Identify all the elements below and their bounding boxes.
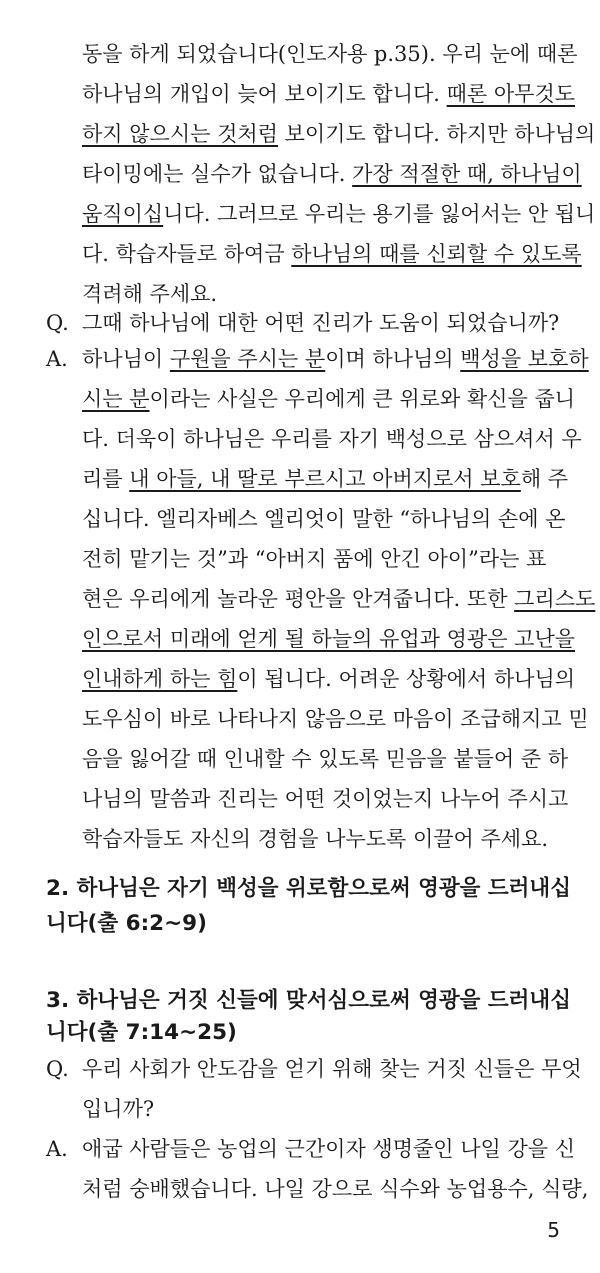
underlined-phrase: 인내하게 하는 힘: [82, 667, 238, 691]
underlined-phrase: 인으로서 미래에 얻게 될 하늘의 유업과 영광은 고난을: [82, 627, 576, 651]
text-line: [0, 36, 600, 72]
underlined-phrase: 가장 적절한 때, 하나님이: [352, 162, 582, 186]
text-segment: 보이기도 합니다. 하지만 하나님의: [277, 122, 596, 146]
text-line-content: [82, 461, 568, 497]
text-line: [0, 1171, 600, 1207]
underlined-phrase: 하지 않으시는 것처럼: [82, 122, 278, 146]
text-line: [0, 701, 600, 737]
text-line: [0, 461, 600, 497]
text-segment: 처럼 숭배했습니다. 나일 강으로 식수와 농업용수, 식량,: [82, 1177, 589, 1201]
text-segment: 도우심이 바로 나타나지 않음으로 마음이 조급해지고 믿: [82, 707, 589, 731]
text-line-content: [82, 1171, 588, 1207]
underlined-phrase: 그리스도: [514, 587, 596, 611]
text-line-content: [82, 581, 595, 617]
text-segment: 니다. 그러므로 우리는 용기를 잃어서는 안 됩니: [163, 202, 596, 226]
text-segment: 타이밍에는 실수가 없습니다.: [82, 162, 353, 186]
text-line-content: [82, 381, 575, 417]
text-segment: 우리 사회가 안도감을 얻기 위해 찾는 거짓 신들은 무엇: [82, 1057, 582, 1081]
text-segment: 격려해 주세요.: [82, 282, 218, 306]
text-line-content: [82, 741, 568, 777]
underlined-phrase: 시는 분: [82, 387, 150, 411]
text-segment: 리를: [82, 467, 130, 491]
question-marker: Q.: [46, 311, 69, 335]
text-line-content: [82, 541, 546, 577]
text-line: [0, 621, 600, 657]
text-segment: 하나님의 개입이 늦어 보이기도 합니다.: [82, 82, 447, 106]
text-line: [0, 76, 600, 112]
text-line-content: [82, 341, 589, 377]
text-segment: 십니다. 엘리자베스 엘리엇이 말한 “하나님의 손에 온: [82, 507, 566, 531]
text-segment: 해 주: [520, 467, 569, 491]
underlined-phrase: 백성을 보호하: [460, 347, 589, 371]
text-segment: 하나님이: [82, 347, 170, 371]
text-line: [0, 741, 600, 777]
question-block: [0, 305, 600, 341]
text-line-content: [82, 501, 565, 537]
question-marker: Q.: [46, 1057, 69, 1081]
text-line: [0, 341, 600, 377]
section-heading-3-cont: 니다(출 7:14~25): [46, 1020, 237, 1045]
page-number: 5: [547, 1218, 560, 1242]
text-line: [0, 501, 600, 537]
text-line: [0, 821, 600, 857]
underlined-phrase: 내 아들, 내 딸로 부르시고 아버지로서 보호: [129, 467, 521, 491]
text-line-content: [82, 236, 582, 272]
text-segment: 음을 잃어갈 때 인내할 수 있도록 믿음을 붙들어 준 하: [82, 747, 569, 771]
answer-marker: A.: [46, 347, 68, 371]
text-segment: 현은 우리에게 놀라운 평안을 안겨줍니다. 또한: [82, 587, 515, 611]
text-segment: 전히 맡기는 것”과 “아버지 품에 안긴 아이”라는 표: [82, 547, 547, 571]
text-line: [0, 196, 600, 232]
text-line-content: [82, 701, 589, 737]
text-line-content: [82, 1091, 154, 1127]
text-line: [0, 541, 600, 577]
text-line-content: [82, 76, 575, 112]
text-line: [0, 1131, 600, 1167]
underlined-phrase: 하나님의 때를 신뢰할 수 있도록: [291, 242, 582, 266]
text-line: [0, 1091, 600, 1127]
text-segment: 다. 학습자들로 하여금: [82, 242, 292, 266]
text-line: [0, 781, 600, 817]
text-segment: 학습자들도 자신의 경험을 나누도록 이끌어 주세요.: [82, 827, 549, 851]
text-line-content: [82, 36, 577, 72]
question-text: 그때 하나님에 대한 어떤 진리가 도움이 되었습니까?: [82, 311, 560, 335]
text-segment: 다. 더욱이 하나님은 우리를 자기 백성으로 삼으셔서 우: [82, 427, 582, 451]
text-segment: 이며 하나님의: [325, 347, 461, 371]
text-line-content: [82, 661, 575, 697]
underlined-phrase: 움직이십: [82, 202, 164, 226]
text-segment: 이 됩니다. 어려운 상황에서 하나님의: [237, 667, 576, 691]
text-line-content: [82, 821, 548, 857]
text-line: [0, 116, 600, 152]
section-heading-2: 2. 하나님은 자기 백성을 위로함으로써 영광을 드러내십: [46, 876, 571, 901]
text-line: [0, 236, 600, 272]
text-segment: 동을 하게 되었습니다(인도자용 p.35). 우리 눈에 때론: [82, 42, 578, 66]
text-line: [0, 156, 600, 192]
underlined-phrase: 구원을 주시는 분: [169, 347, 326, 371]
text-segment: 이라는 사실은 우리에게 큰 위로와 확신을 줍니: [149, 387, 576, 411]
text-line: [0, 661, 600, 697]
text-line-content: [82, 781, 568, 817]
text-line-content: [82, 421, 582, 457]
answer-marker: A.: [46, 1137, 68, 1161]
text-line-content: [82, 1051, 582, 1087]
text-segment: 입니까?: [82, 1097, 155, 1121]
text-line-content: [82, 1131, 575, 1167]
text-line-content: [82, 621, 575, 657]
text-line: [0, 381, 600, 417]
text-line: [0, 581, 600, 617]
section-heading-3: 3. 하나님은 거짓 신들에 맞서심으로써 영광을 드러내십: [46, 988, 571, 1013]
text-segment: 애굽 사람들은 농업의 근간이자 생명줄인 나일 강을 신: [82, 1137, 576, 1161]
underlined-phrase: 때론 아무것도: [446, 82, 576, 106]
text-line-content: [82, 156, 582, 192]
text-line: [0, 421, 600, 457]
text-line: [0, 1051, 600, 1087]
text-line-content: [82, 116, 595, 152]
text-segment: 나님의 말씀과 진리는 어떤 것이었는지 나누어 주시고: [82, 787, 569, 811]
text-line-content: [82, 196, 595, 232]
section-heading-2-cont: 니다(출 6:2~9): [46, 911, 207, 936]
